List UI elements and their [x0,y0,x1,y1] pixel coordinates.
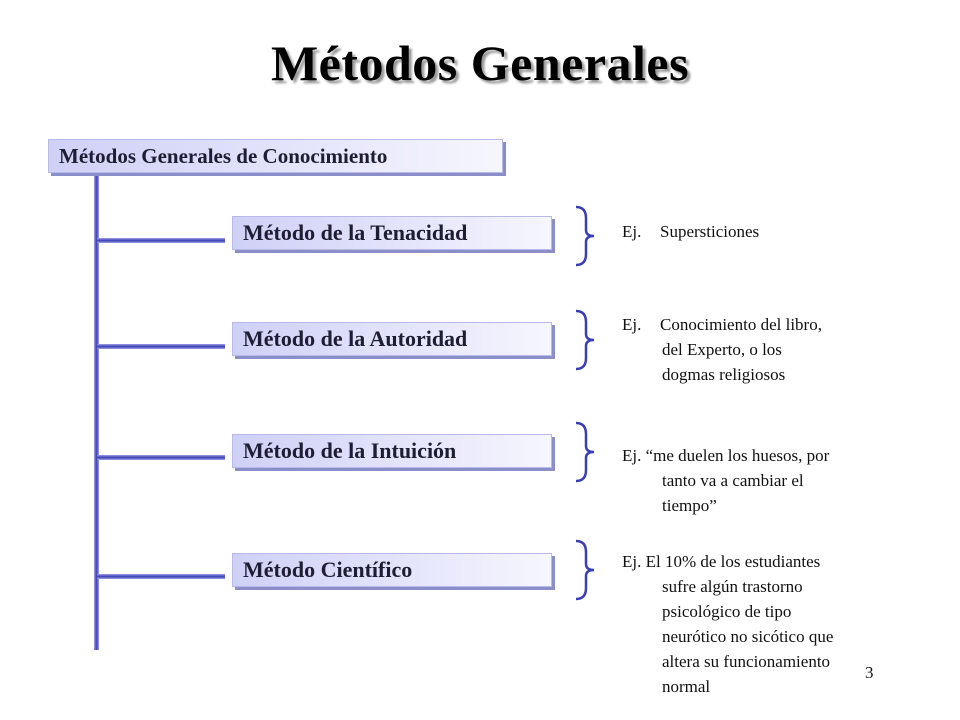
branch-line-2 [97,344,225,349]
example-line: altera su funcionamiento [662,652,831,671]
method-box-intuicion: Método de la Intuición [232,434,552,468]
example-prefix: Ej. [622,446,642,465]
example-line: tanto va a cambiar el [662,471,804,490]
example-line: “me duelen los huesos, por [645,446,830,465]
example-line: psicológico de tipo [662,602,792,621]
page-title: Métodos Generales [270,35,690,91]
method-box-tenacidad: Método de la Tenacidad [232,216,552,250]
branch-line-3 [97,455,225,460]
example-line: Conocimiento del libro, [660,315,822,334]
example-prefix: Ej. [622,222,642,241]
example-tenacidad [622,219,759,244]
method-box-cientifico: Método Científico [232,553,552,587]
example-line: del Experto, o los [662,340,782,359]
example-prefix: Ej. [622,552,642,571]
example-line: Supersticiones [660,222,760,241]
page-number: 3 [865,663,874,682]
brace-2 [572,308,598,372]
example-line: normal [662,677,711,696]
example-autoridad [622,312,822,387]
example-line: tiempo” [662,496,717,515]
brace-3 [572,420,598,484]
example-prefix: Ej. [622,315,642,334]
root-box: Métodos Generales de Conocimiento [48,139,503,173]
brace-4 [572,538,598,602]
example-line: sufre algún trastorno [662,577,803,596]
example-line: El 10% de los estudiantes [645,552,821,571]
branch-line-4 [97,574,225,579]
example-line: dogmas religiosos [662,365,786,384]
example-line: neurótico no sicótico que [662,627,834,646]
example-cientifico [622,549,833,699]
branch-line-1 [97,238,225,243]
example-intuicion [622,443,829,518]
method-box-autoridad: Método de la Autoridad [232,322,552,356]
brace-1 [572,204,598,268]
